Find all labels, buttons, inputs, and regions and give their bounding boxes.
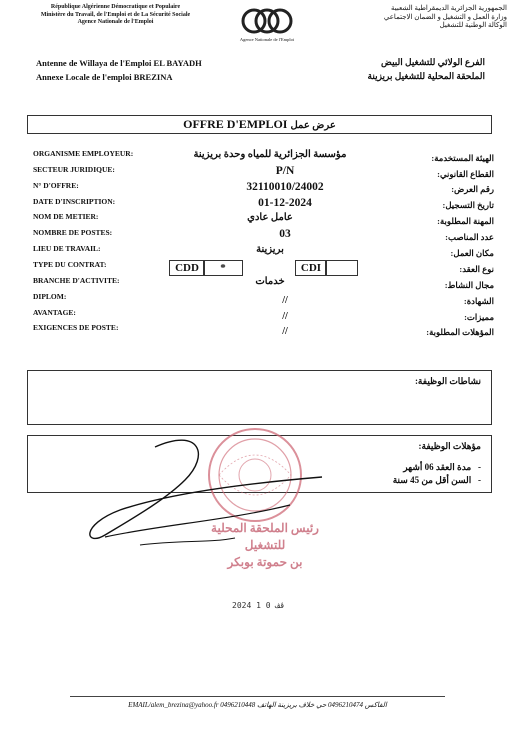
header-fr-line2: Ministère du Travail, de l'Emploi et de La Sécurité Sociale xyxy=(40,11,191,18)
label-offre-ar: رقم العرض: xyxy=(451,184,494,194)
label-contrat-fr: TYPE DU CONTRAT: xyxy=(33,260,107,269)
label-avantage-fr: AVANTAGE: xyxy=(33,308,76,317)
stamp-line-1: رئيس الملحقة المحلية xyxy=(211,521,319,535)
value-organisme: مؤسسة الجزائرية للمياه وحدة بريزينة xyxy=(193,149,347,160)
header-fr-line1: République Algérienne Démocratique et Populaire xyxy=(50,4,181,10)
label-secteur-fr: SECTEUR JURIDIQUE: xyxy=(33,165,115,174)
label-exigences-fr: EXIGENCES DE POSTE: xyxy=(33,323,119,332)
handwritten-signature xyxy=(60,425,340,570)
qualifications-title: مؤهلات الوظيفة: xyxy=(418,441,481,451)
qualification-text-1: مدة العقد 06 أشهر xyxy=(403,462,472,472)
activities-title: نشاطات الوظيفة: xyxy=(414,376,481,386)
footer-contact: EMAIL/alem_brezina@yahoo.fr 0496210448 الفاكس 0496210474 حي خلاف بريزينة الهاتف xyxy=(128,701,387,709)
label-avantage-ar: مميزات: xyxy=(464,312,494,322)
header-fr-line3: Agence Nationale de l'Emploi xyxy=(77,19,154,25)
header-fr xyxy=(8,4,223,27)
value-metier: عامل عادي xyxy=(247,212,293,223)
header-ar-line3: الوكالة الوطنية للتشغيل xyxy=(439,21,507,29)
offer-title xyxy=(27,115,492,134)
logo-caption: Agence Nationale de l'Emploi xyxy=(239,37,295,42)
value-lieu: بريزينة xyxy=(256,244,284,255)
value-inscription: 01-12-2024 xyxy=(258,197,312,209)
contract-cdi-box: CDI xyxy=(295,260,327,276)
office-fr-line2: Annexe Locale de l'emploi BREZINA xyxy=(36,72,173,82)
label-secteur-ar: القطاع القانوني: xyxy=(437,169,494,179)
value-diplom: // xyxy=(282,295,288,306)
office-fr-line1: Antenne de Willaya de l'Emploi EL BAYADH xyxy=(36,58,202,68)
label-metier-ar: المهنة المطلوبة: xyxy=(437,216,494,226)
value-avantage: // xyxy=(282,311,288,322)
label-metier-fr: NOM DE METIER: xyxy=(33,212,99,221)
header-ar xyxy=(292,4,507,30)
contract-cdi-mark xyxy=(325,260,358,276)
label-organisme-ar: الهيئة المستخدمة: xyxy=(431,153,494,163)
value-postes: 03 xyxy=(279,228,291,240)
label-exigences-ar: المؤهلات المطلوبة: xyxy=(426,327,494,337)
bullet-dash: - xyxy=(478,475,481,485)
label-branche-fr: BRANCHE D'ACTIVITE: xyxy=(33,276,120,285)
label-inscription-fr: DATE D'INSCRIPTION: xyxy=(33,197,116,206)
label-postes-fr: NOMBRE DE POSTES: xyxy=(33,228,113,237)
contract-cdd-mark: * xyxy=(203,260,243,276)
stamp-line-2: للتشغيل xyxy=(244,538,286,552)
value-exigences: // xyxy=(282,326,288,337)
offer-title-ar: عرض عمل xyxy=(290,120,336,131)
value-branche: خدمات xyxy=(255,276,285,287)
label-inscription-ar: تاريخ التسجيل: xyxy=(442,200,494,210)
label-lieu-fr: LIEU DE TRAVAIL: xyxy=(33,244,101,253)
label-contrat-ar: نوع العقد: xyxy=(459,264,494,274)
header-ar-line2: وزارة العمل و التشغيل و الضمان الاجتماعي xyxy=(383,12,507,21)
qualification-text-2: السن أقل من 45 سنة xyxy=(392,475,472,485)
label-organisme-fr: ORGANISME EMPLOYEUR: xyxy=(33,149,134,158)
label-lieu-ar: مكان العمل: xyxy=(450,248,494,258)
label-diplom-ar: الشهادة: xyxy=(463,296,494,306)
date-stamp: 2024 ڤڤ 0 1 xyxy=(232,601,286,610)
bullet-dash: - xyxy=(478,462,481,472)
value-secteur: P/N xyxy=(275,165,295,177)
qualification-item-1 xyxy=(403,462,481,473)
office-ar-line1: الفرع الولائي للتشغيل البيض xyxy=(381,57,485,67)
label-offre-fr: N° D'OFFRE: xyxy=(33,181,79,190)
label-branche-ar: مجال النشاط: xyxy=(444,280,494,290)
footer-divider xyxy=(70,696,445,697)
office-ar-line2: الملحقة المحلية للتشغيل بريزينة xyxy=(367,71,485,81)
contract-cdd-box: CDD xyxy=(169,260,205,276)
qualification-item-2 xyxy=(393,475,481,486)
stamp-line-3: بن حموتة بوبكر xyxy=(227,555,303,569)
label-postes-ar: عدد المناصب: xyxy=(445,232,494,242)
offer-title-fr: OFFRE D'EMPLOI xyxy=(183,117,288,131)
label-diplom-fr: DIPLOM: xyxy=(33,292,67,301)
value-offre: 32110010/24002 xyxy=(246,181,324,193)
header-ar-line1: الجمهورية الجزائرية الديمقراطية الشعبية xyxy=(391,4,507,12)
